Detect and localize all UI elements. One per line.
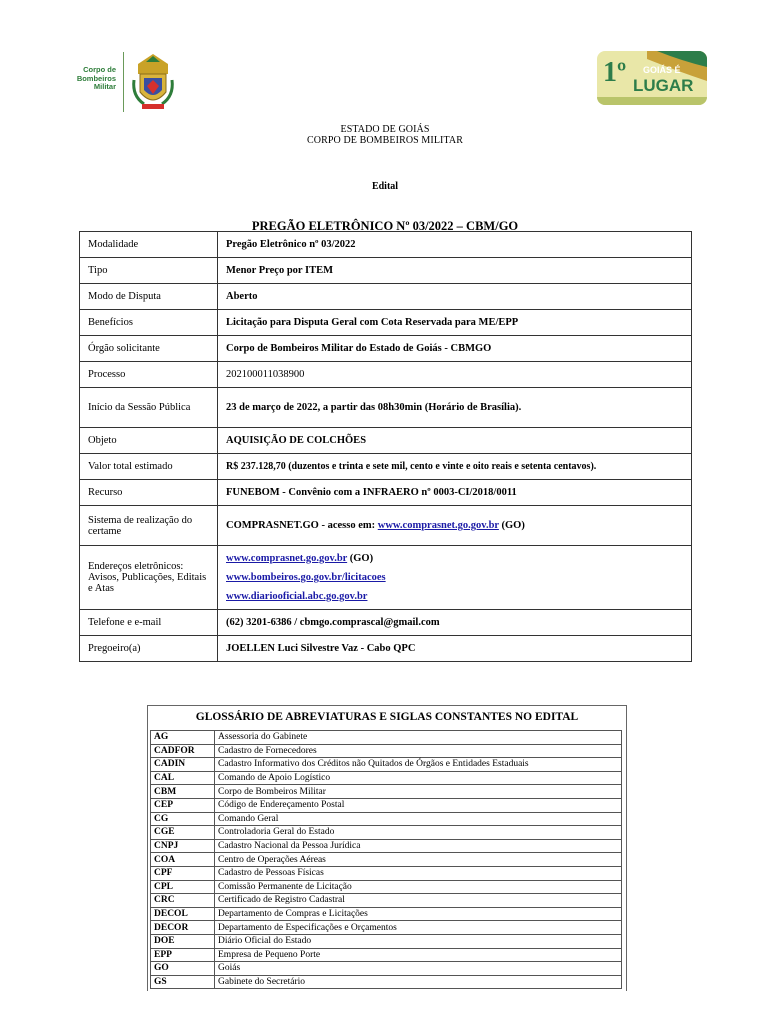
glossary-row <box>151 812 622 826</box>
glossary-row <box>151 934 622 948</box>
glossary-row <box>151 907 622 921</box>
table-row <box>80 636 692 662</box>
glossary-abbreviation: GS <box>151 975 215 989</box>
svg-text:1º: 1º <box>603 57 627 88</box>
info-table <box>79 231 692 662</box>
glossary-box <box>147 705 627 991</box>
glossary-abbreviation: CG <box>151 812 215 826</box>
glossary-abbreviation: DECOR <box>151 921 215 935</box>
table-row <box>80 428 692 454</box>
glossary-abbreviation: CADIN <box>151 758 215 772</box>
glossary-abbreviation: CAL <box>151 771 215 785</box>
comprasnet-link[interactable]: www.comprasnet.go.gov.br <box>226 553 348 564</box>
glossary-definition: Código de Endereçamento Postal <box>215 798 622 812</box>
row-label: Recurso <box>80 480 218 506</box>
glossary-abbreviation: COA <box>151 853 215 867</box>
glossary-abbreviation: CPL <box>151 880 215 894</box>
glossary-definition: Corpo de Bombeiros Militar <box>215 785 622 799</box>
logo-divider <box>123 52 124 112</box>
glossary-row <box>151 839 622 853</box>
glossary-definition: Empresa de Pequeno Porte <box>215 948 622 962</box>
glossary-abbreviation: DOE <box>151 934 215 948</box>
glossary-row <box>151 785 622 799</box>
glossary-row <box>151 975 622 989</box>
table-row <box>80 480 692 506</box>
row-label: Modo de Disputa <box>80 284 218 310</box>
diario-oficial-link[interactable]: www.diariooficial.abc.go.gov.br <box>226 591 368 602</box>
glossary-abbreviation: CBM <box>151 785 215 799</box>
glossary-definition: Centro de Operações Aéreas <box>215 853 622 867</box>
row-value: AQUISIÇÃO DE COLCHÕES <box>218 428 692 454</box>
org-line: CORPO DE BOMBEIROS MILITAR <box>307 135 463 146</box>
row-label: Objeto <box>80 428 218 454</box>
glossary-abbreviation: EPP <box>151 948 215 962</box>
glossary-definition: Departamento de Especificações e Orçamentos <box>215 921 622 935</box>
table-row <box>80 546 692 610</box>
cbm-logo <box>64 50 176 114</box>
glossary-definition: Comissão Permanente de Licitação <box>215 880 622 894</box>
glossary-definition: Cadastro de Fornecedores <box>215 744 622 758</box>
row-label: Processo <box>80 362 218 388</box>
cbm-logo-text: Corpo de Bombeiros Militar <box>76 65 116 91</box>
glossary-definition: Cadastro de Pessoas Físicas <box>215 866 622 880</box>
glossary-definition: Gabinete do Secretário <box>215 975 622 989</box>
table-row <box>80 336 692 362</box>
page-title: PREGÃO ELETRÔNICO Nº 03/2022 – CBM/GO <box>251 219 519 233</box>
glossary-row <box>151 948 622 962</box>
glossary-abbreviation: GO <box>151 962 215 976</box>
row-label: Endereços eletrônicos: Avisos, Publicações, Editais e Atas <box>80 546 218 610</box>
row-label: Valor total estimado <box>80 454 218 480</box>
row-value: Licitação para Disputa Geral com Cota Reservada para ME/EPP <box>218 310 692 336</box>
row-value: Pregão Eletrônico nº 03/2022 <box>218 232 692 258</box>
row-label: Início da Sessão Pública <box>80 388 218 428</box>
row-value: Aberto <box>218 284 692 310</box>
row-value: R$ 237.128,70 (duzentos e trinta e sete mil, cento e vinte e oito reais e setenta centavos). <box>218 454 692 480</box>
row-label: Modalidade <box>80 232 218 258</box>
glossary-definition: Comando de Apoio Logístico <box>215 771 622 785</box>
glossary-definition: Comando Geral <box>215 812 622 826</box>
row-value: FUNEBOM - Convênio com a INFRAERO nº 0003-CI/2018/0011 <box>218 480 692 506</box>
glossary-definition: Assessoria do Gabinete <box>215 731 622 745</box>
glossary-abbreviation: CADFOR <box>151 744 215 758</box>
bombeiros-licitacoes-link[interactable]: www.bombeiros.go.gov.br/licitacoes <box>226 572 386 583</box>
glossary-abbreviation: CRC <box>151 894 215 908</box>
glossary-abbreviation: DECOL <box>151 907 215 921</box>
row-value: Menor Preço por ITEM <box>218 258 692 284</box>
row-label: Órgão solicitante <box>80 336 218 362</box>
svg-text:LUGAR: LUGAR <box>633 76 694 95</box>
glossary-row <box>151 962 622 976</box>
glossary-abbreviation: CPF <box>151 866 215 880</box>
glossary-definition: Certificado de Registro Cadastral <box>215 894 622 908</box>
glossary-row <box>151 744 622 758</box>
glossary-definition: Goiás <box>215 962 622 976</box>
row-label: Sistema de realização do certame <box>80 506 218 546</box>
table-row <box>80 610 692 636</box>
cbm-crest-icon <box>130 50 176 114</box>
table-row <box>80 284 692 310</box>
row-value: 23 de março de 2022, a partir das 08h30min (Horário de Brasília). <box>218 388 692 428</box>
row-label: Pregoeiro(a) <box>80 636 218 662</box>
row-value: (62) 3201-6386 / cbmgo.comprascal@gmail.com <box>218 610 692 636</box>
glossary-row <box>151 758 622 772</box>
svg-text:GOIÁS É: GOIÁS É <box>643 65 681 75</box>
state-line: ESTADO DE GOIÁS <box>340 124 430 135</box>
table-row <box>80 506 692 546</box>
glossary-row <box>151 771 622 785</box>
row-value: Corpo de Bombeiros Militar do Estado de Goiás - CBMGO <box>218 336 692 362</box>
row-value: JOELLEN Luci Silvestre Vaz - Cabo QPC <box>218 636 692 662</box>
row-label: Tipo <box>80 258 218 284</box>
doc-type: Edital <box>371 181 399 192</box>
glossary-abbreviation: AG <box>151 731 215 745</box>
glossary-row <box>151 798 622 812</box>
row-label: Telefone e e-mail <box>80 610 218 636</box>
table-row <box>80 258 692 284</box>
glossary-row <box>151 880 622 894</box>
glossary-row <box>151 731 622 745</box>
row-value: www.comprasnet.go.gov.br (GO) www.bombeiros.go.gov.br/licitacoes www.diariooficial.abc.go.gov.br <box>218 546 692 610</box>
glossary-title: GLOSSÁRIO DE ABREVIATURAS E SIGLAS CONSTANTES NO EDITAL <box>195 711 579 723</box>
glossary-definition: Diário Oficial do Estado <box>215 934 622 948</box>
row-value: COMPRASNET.GO - acesso em: www.comprasnet.go.gov.br (GO) <box>218 506 692 546</box>
glossary-abbreviation: CGE <box>151 826 215 840</box>
row-label: Benefícios <box>80 310 218 336</box>
glossary-definition: Cadastro Informativo dos Créditos não Quitados de Órgãos e Entidades Estaduais <box>215 758 622 772</box>
glossary-abbreviation: CNPJ <box>151 839 215 853</box>
glossary-definition: Controladoria Geral do Estado <box>215 826 622 840</box>
table-row <box>80 310 692 336</box>
glossary-table <box>150 730 622 989</box>
table-row <box>80 362 692 388</box>
comprasnet-link[interactable]: www.comprasnet.go.gov.br <box>377 520 499 531</box>
glossary-row <box>151 894 622 908</box>
glossary-abbreviation: CEP <box>151 798 215 812</box>
table-row <box>80 232 692 258</box>
table-row <box>80 454 692 480</box>
glossary-row <box>151 921 622 935</box>
row-value: 202100011038900 <box>218 362 692 388</box>
glossary-definition: Departamento de Compras e Licitações <box>215 907 622 921</box>
table-row <box>80 388 692 428</box>
glossary-row <box>151 853 622 867</box>
glossary-row <box>151 866 622 880</box>
goias-e-lugar-logo <box>597 51 707 105</box>
glossary-row <box>151 826 622 840</box>
glossary-definition: Cadastro Nacional da Pessoa Jurídica <box>215 839 622 853</box>
